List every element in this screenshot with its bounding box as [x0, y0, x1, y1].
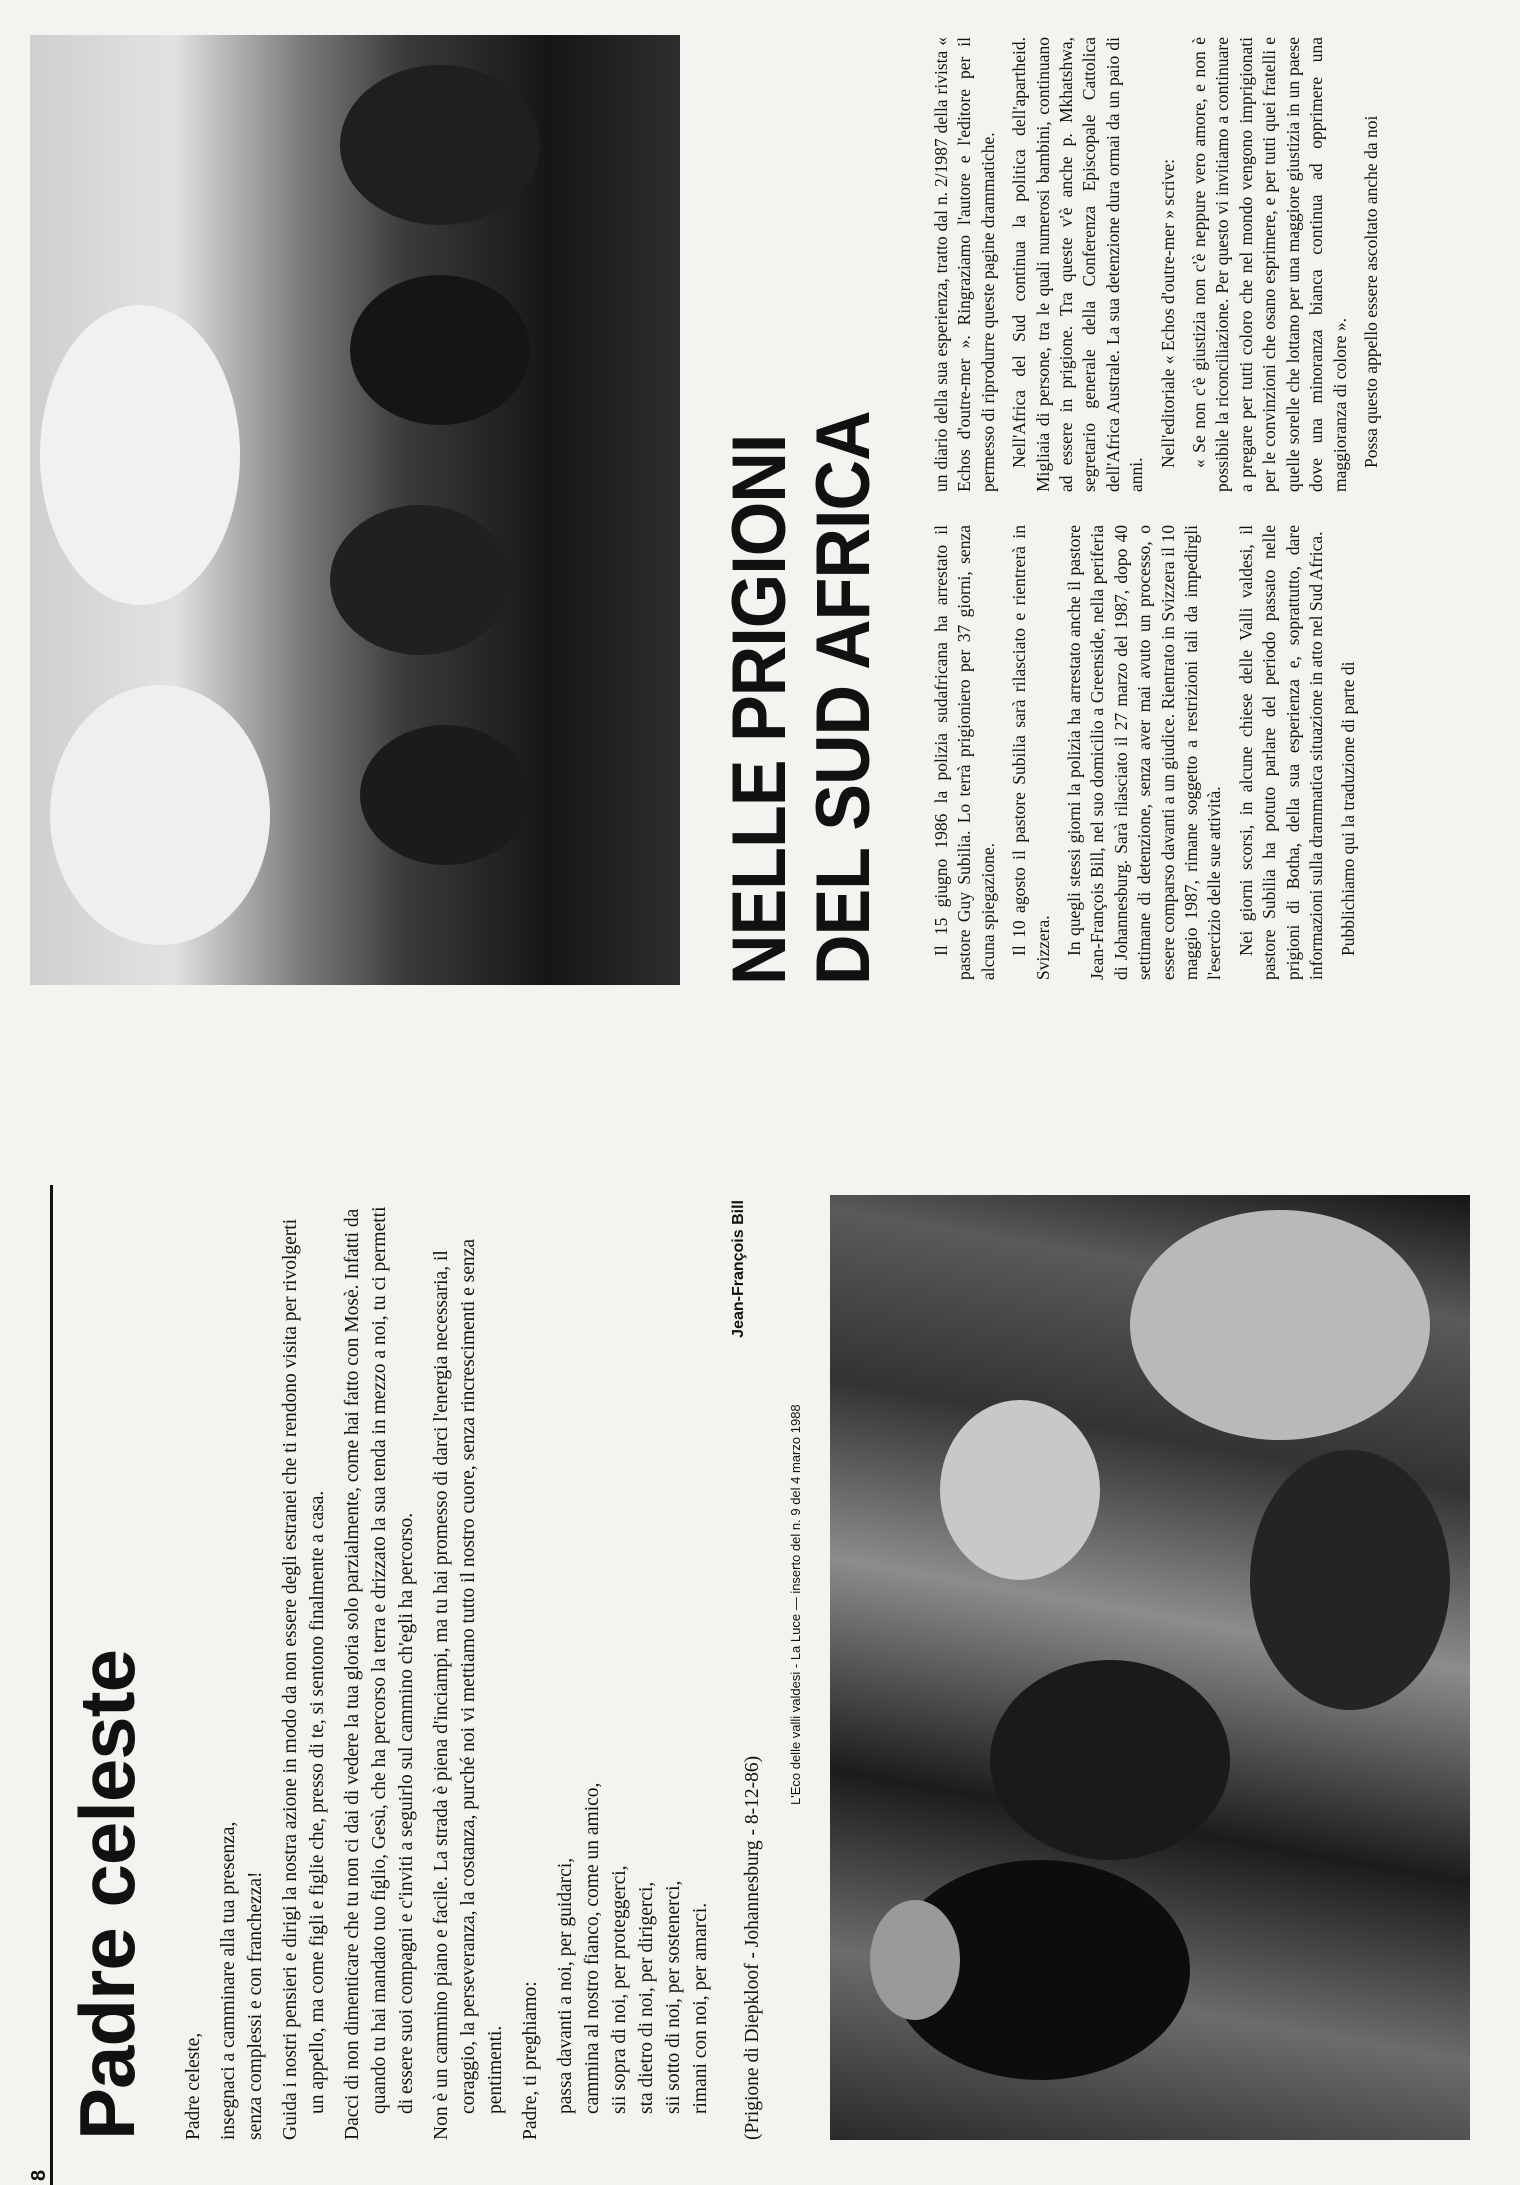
article-column-1 [930, 525, 1368, 980]
prayer-closing-line: sta dietro di noi, per dirigerci, [636, 1881, 657, 2114]
article-paragraph: Nell'editoriale « Echos d'outre-mer » scrive: [1157, 158, 1178, 468]
prayer-paragraph: Guida i nostri pensieri e dirigi la nostra azione in modo da non essere degli estranei che ti rendono visita per rivolgerti un appello, ma come figli e figlie che, presso di te, si sentono finalmente a casa. [280, 1218, 328, 2140]
prayer-paragraph: Non è un cammino piano e facile. La strada è piena d'inciampi, ma tu hai promesso di darci l'energia necessaria, il coraggio, la perseveranza, la costanza, purché noi vi mettiamo tutto il nostro cuore, senza rincrescimenti e senza pentimenti. [431, 1239, 506, 2140]
prayer-closing-line: cammina al nostro fianco, come un amico, [582, 1782, 603, 2114]
prayer-intro-line: senza complessi e con franchezza! [245, 1871, 266, 2140]
article-paragraph: Nei giorni scorsi, in alcune chiese delle Valli valdesi, il pastore Subilia ha potuto parlare del periodo passato nelle prigioni di Botha, della sua esperienza e, soprattutto, dare informazioni sulla drammatica situazione in atto nel Sud Africa. [1235, 525, 1327, 980]
photo-mother-child [830, 1195, 1470, 2140]
article-paragraph: « Se non c'è giustizia non c'è neppure vero amore, e non è possibile la riconciliazione. Per questo vi invitiamo a continuare a pregare per tutti coloro che nel mondo vengono imprigionati per le convinzioni che osano esprimere, e per tutti quei fratelli e quelle sorelle che lottano per una maggiore giustizia in un paese dove una minoranza bianca continua ad opprimere una maggioranza di colore ». [1189, 37, 1350, 492]
prayer-closing [552, 1200, 714, 2140]
prayer-intro-line: insegnaci a camminare alla tua presenza, [218, 1821, 239, 2140]
prayer-paragraph: Dacci di non dimenticare che tu non ci dai di vedere la tua gloria solo parzialmente, come hai fatto con Mosè. Infatti da quando tu hai mandato tuo figlio, Gesù, che ha percorso la terra e drizzato la sua tenda in mezzo a noi, tu ci permetti di essere suoi compagni e c'inviti a seguirlo sul cammino ch'egli ha percorso. [342, 1206, 417, 2140]
photo-gathering [30, 35, 680, 985]
article-paragraph: Il 15 giugno 1986 la polizia sudafricana ha arrestato il pastore Guy Subilia. Lo terrà prigioniero per 37 giorni, senza alcuna spiegazione. [931, 525, 998, 980]
article-column-2 [930, 37, 1391, 492]
prison-caption: (Prigione di Diepkloof - Johannesburg - 8-12-86) [742, 1755, 763, 2140]
prayer-closing-line: sii sotto di noi, per sostenerci, [663, 1880, 684, 2114]
page-number: 8 [28, 2169, 50, 2181]
signature: Jean-François Bill [730, 1200, 747, 1338]
article-paragraph: un diario della sua esperienza, tratto dal n. 2/1987 della rivista « Echos d'outre-mer ». Ringraziamo l'autore e l'editore per il permesso di riprodurre queste pagine drammatiche. [931, 37, 998, 492]
article-paragraph: Nell'Africa del Sud continua la politica dell'apartheid. Migliaia di persone, tra le quali numerosi bambini, continuano ad essere in prigione. Tra queste v'è anche p. Mkhatshwa, segretario generale della Conferenza Episcopale Cattolica dell'Africa Australe. La sua detenzione dura ormai da un paio di anni. [1009, 37, 1147, 492]
article-title-line: DEL SUD AFRICA [801, 411, 886, 985]
article-title [718, 111, 886, 985]
prayer-closing-line: passa davanti a noi, per guidarci, [555, 1857, 576, 2114]
prayer-salutation: Padre celeste, [183, 2032, 204, 2140]
prayer-closing-line: sii sopra di noi, per proteggerci, [609, 1865, 630, 2114]
prayer-closing-line: rimani con noi, per amarci. [690, 1902, 711, 2114]
article-paragraph: Pubblichiamo qui la traduzione di parte di [1337, 661, 1358, 956]
prayer-body [180, 1200, 722, 2140]
article-paragraph: Possa questo appello essere ascoltato anche da noi [1360, 115, 1381, 468]
footer-credit: L'Eco delle valli valdesi - La Luce — inserto del n. 9 del 4 marzo 1988 [788, 1404, 803, 1805]
top-rule [50, 1185, 53, 2185]
article-paragraph: In quegli stessi giorni la polizia ha arrestato anche il pastore Jean-François Bill, nel suo domicilio a Greenside, nella periferia di Johannesburg. Sarà rilasciato il 27 marzo del 1987, dopo 40 settimane di detenzione, senza aver mai avuto un processo, o essere comparso davanti a un giudice. Rientrato in Svizzera il 10 maggio 1987, rimane soggetto a restrizioni tali da impedirgli l'esercizio delle sue attività. [1064, 525, 1225, 980]
article-title-line: NELLE PRIGIONI [717, 434, 802, 985]
prayer-intro [215, 1200, 269, 2140]
prayer-closing-intro: Padre, ti preghiamo: [520, 1981, 541, 2140]
prayer-title: Padre celeste [63, 1649, 151, 2140]
article-paragraph: Il 10 agosto il pastore Subilia sarà rilasciato e rientrerà in Svizzera. [1009, 525, 1053, 980]
